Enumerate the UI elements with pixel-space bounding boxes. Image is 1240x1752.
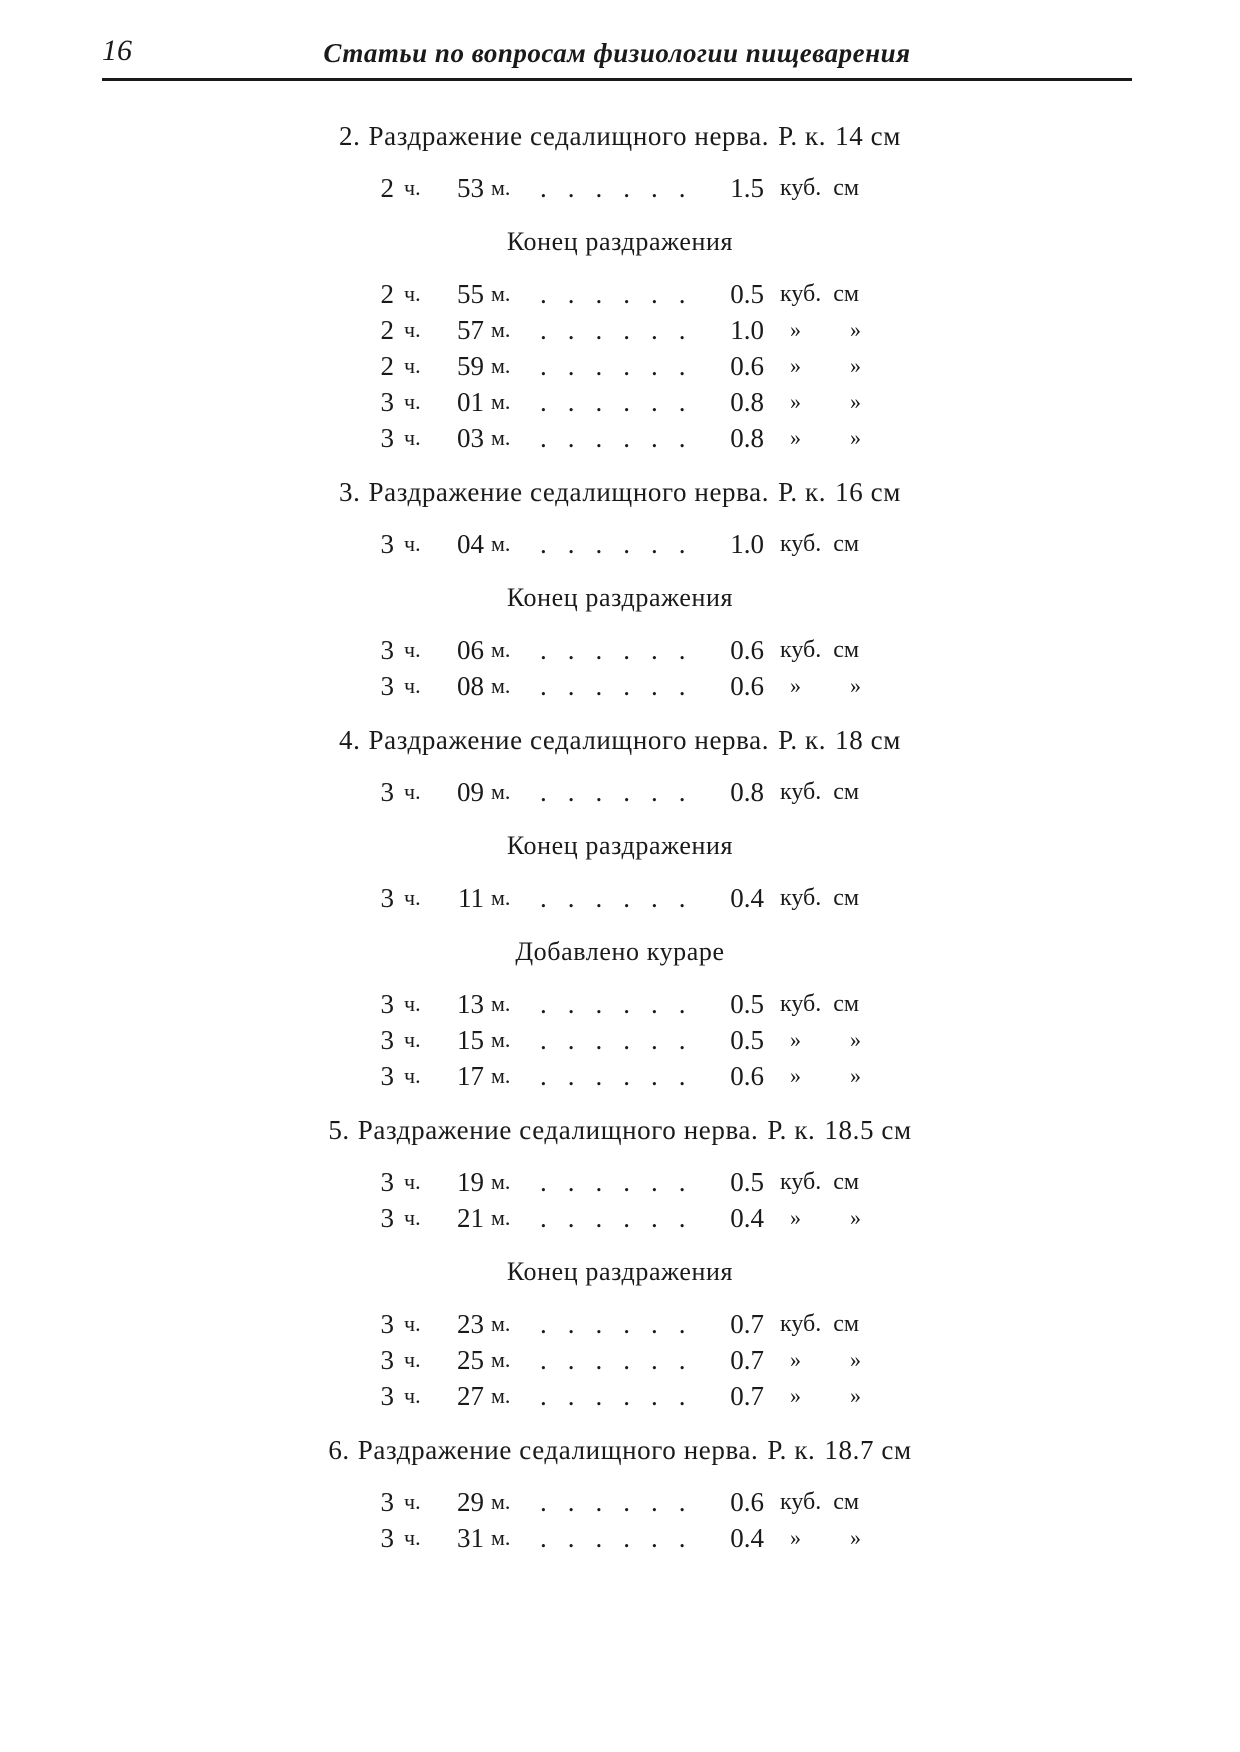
heading-text: Раздражение седалищного нерва. [368,725,770,755]
experiment-block [0,118,1240,456]
hour-unit: ч. [404,1169,421,1194]
coil-distance: 14 см [835,121,901,151]
hour-unit: ч. [404,673,421,698]
ditto-mark: » [790,1063,801,1088]
hour-value: 3 [380,1061,394,1091]
hour-value: 3 [380,883,394,913]
volume-value: 0.6 [730,1061,764,1091]
hour-unit: ч. [404,175,421,200]
ditto-mark: » [850,353,861,378]
running-title: Статьи по вопросам физиологии пищеварения [323,38,911,68]
minute-unit: м. [491,1169,511,1194]
volume-unit: куб. см [780,531,860,557]
dot-leader: ...... [540,315,707,345]
measurement-row [0,774,1240,810]
minute-value: 27 [457,1381,484,1411]
coil-distance: 18.7 см [824,1435,912,1465]
hour-value: 3 [380,387,394,417]
dot-leader: ...... [540,635,707,665]
volume-value: 0.7 [730,1309,764,1339]
minute-value: 23 [457,1309,484,1339]
hour-value: 3 [380,777,394,807]
volume-value: 0.6 [730,671,764,701]
measurement-row [0,668,1240,704]
ditto-mark: » [790,1347,801,1372]
volume-value: 0.5 [730,1025,764,1055]
measurement-row [0,348,1240,384]
measurement-row [0,526,1240,562]
volume-value: 0.5 [730,1167,764,1197]
minute-unit: м. [491,175,511,200]
volume-value: 0.6 [730,1487,764,1517]
coil-distance: 16 см [835,477,901,507]
experiment-number: 3. [339,477,361,507]
minute-value: 21 [457,1203,484,1233]
hour-unit: ч. [404,779,421,804]
minute-unit: м. [491,1489,511,1514]
minute-unit: м. [491,353,511,378]
minute-unit: м. [491,885,511,910]
hour-value: 2 [380,279,394,309]
hour-value: 3 [380,1381,394,1411]
hour-value: 2 [380,351,394,381]
measurement-row [0,986,1240,1022]
ditto-mark: » [850,673,861,698]
hour-unit: ч. [404,353,421,378]
minute-unit: м. [491,425,511,450]
heading-text: Раздражение седалищного нерва. [368,477,770,507]
page-number: 16 [102,34,132,67]
experiment-number: 5. [328,1115,350,1145]
measurement-row [0,1306,1240,1342]
volume-value: 0.8 [730,387,764,417]
hour-value: 2 [380,173,394,203]
measurement-row [0,1520,1240,1556]
measurement-row [0,1164,1240,1200]
coil-distance: 18 см [835,725,901,755]
minute-value: 25 [457,1345,484,1375]
ditto-mark: » [850,1063,861,1088]
minute-unit: м. [491,637,511,662]
hour-value: 3 [380,423,394,453]
ditto-mark: » [790,317,801,342]
volume-value: 1.5 [730,173,764,203]
dot-leader: ...... [540,777,707,807]
hour-unit: ч. [404,317,421,342]
measurement-row [0,632,1240,668]
hour-unit: ч. [404,281,421,306]
dot-leader: ...... [540,351,707,381]
dot-leader: ...... [540,1167,707,1197]
experiment-heading [0,474,1240,510]
section-heading: Конец раздражения [506,1257,734,1286]
ditto-mark: » [850,1205,861,1230]
rk-label: Р. к. [767,1435,816,1465]
ditto-mark: » [790,1383,801,1408]
hour-unit: ч. [404,1489,421,1514]
volume-unit: куб. см [780,1169,860,1195]
volume-value: 1.0 [730,529,764,559]
ditto-mark: » [790,1027,801,1052]
volume-value: 0.8 [730,777,764,807]
minute-value: 59 [457,351,484,381]
minute-value: 09 [457,777,484,807]
experiment-block [0,722,1240,1094]
volume-value: 0.7 [730,1345,764,1375]
volume-unit: куб. см [780,1489,860,1515]
measurement-row [0,1378,1240,1414]
ditto-mark: » [850,425,861,450]
measurement-row [0,1342,1240,1378]
hour-value: 3 [380,635,394,665]
volume-unit: куб. см [780,281,860,307]
dot-leader: ...... [540,1381,707,1411]
ditto-mark: » [850,389,861,414]
volume-unit: куб. см [780,175,860,201]
volume-value: 0.6 [730,351,764,381]
heading-text: Раздражение седалищного нерва. [368,121,770,151]
volume-value: 0.7 [730,1381,764,1411]
volume-value: 0.8 [730,423,764,453]
running-header [102,34,1132,81]
minute-value: 01 [457,387,484,417]
section-heading: Конец раздражения [506,831,734,860]
experiment-number: 6. [328,1435,350,1465]
measurement-row [0,880,1240,916]
ditto-mark: » [850,1347,861,1372]
measurement-row [0,1022,1240,1058]
minute-value: 03 [457,423,484,453]
ditto-mark: » [790,1525,801,1550]
volume-value: 0.6 [730,635,764,665]
dot-leader: ...... [540,423,707,453]
measurement-row [0,384,1240,420]
volume-unit: куб. см [780,991,860,1017]
hour-value: 3 [380,671,394,701]
experiment-heading [0,1112,1240,1148]
experiment-heading [0,118,1240,154]
hour-unit: ч. [404,425,421,450]
volume-value: 0.5 [730,279,764,309]
hour-unit: ч. [404,1311,421,1336]
hour-value: 3 [380,1487,394,1517]
minute-unit: м. [491,1383,511,1408]
ditto-mark: » [850,1383,861,1408]
measurement-row [0,1200,1240,1236]
volume-value: 0.5 [730,989,764,1019]
minute-value: 13 [457,989,484,1019]
dot-leader: ...... [540,883,707,913]
heading-text: Раздражение седалищного нерва. [357,1435,759,1465]
measurement-row [0,276,1240,312]
hour-unit: ч. [404,531,421,556]
minute-unit: м. [491,991,511,1016]
dot-leader: ...... [540,671,707,701]
minute-unit: м. [491,1063,511,1088]
minute-value: 08 [457,671,484,701]
hour-unit: ч. [404,1027,421,1052]
minute-value: 11 [458,883,484,913]
dot-leader: ...... [540,1345,707,1375]
measurement-row [0,170,1240,206]
minute-value: 31 [457,1523,484,1553]
minute-unit: м. [491,389,511,414]
heading-text: Раздражение седалищного нерва. [357,1115,759,1145]
hour-unit: ч. [404,1205,421,1230]
hour-value: 3 [380,1203,394,1233]
rk-label: Р. к. [767,1115,816,1145]
minute-unit: м. [491,1525,511,1550]
ditto-mark: » [790,673,801,698]
hour-unit: ч. [404,1347,421,1372]
dot-leader: ...... [540,1061,707,1091]
section-heading: Конец раздражения [506,227,734,256]
dot-leader: ...... [540,173,707,203]
ditto-mark: » [850,1027,861,1052]
minute-unit: м. [491,1205,511,1230]
volume-unit: куб. см [780,1311,860,1337]
minute-value: 19 [457,1167,484,1197]
dot-leader: ...... [540,1203,707,1233]
minute-value: 06 [457,635,484,665]
hour-unit: ч. [404,885,421,910]
dot-leader: ...... [540,1025,707,1055]
hour-unit: ч. [404,637,421,662]
hour-value: 3 [380,1345,394,1375]
hour-value: 3 [380,529,394,559]
minute-value: 04 [457,529,484,559]
experiment-number: 4. [339,725,361,755]
rk-label: Р. к. [778,725,827,755]
volume-unit: куб. см [780,637,860,663]
ditto-mark: » [790,353,801,378]
minute-value: 53 [457,173,484,203]
measurement-row [0,420,1240,456]
hour-unit: ч. [404,389,421,414]
experiment-heading [0,1432,1240,1468]
rk-label: Р. к. [778,121,827,151]
minute-unit: м. [491,281,511,306]
dot-leader: ...... [540,387,707,417]
minute-unit: м. [491,779,511,804]
hour-unit: ч. [404,1063,421,1088]
experiment-log [0,118,1240,1574]
volume-value: 1.0 [730,315,764,345]
dot-leader: ...... [540,529,707,559]
hour-value: 2 [380,315,394,345]
dot-leader: ...... [540,989,707,1019]
experiment-number: 2. [339,121,361,151]
minute-unit: м. [491,1027,511,1052]
minute-value: 57 [457,315,484,345]
rk-label: Р. к. [778,477,827,507]
ditto-mark: » [850,317,861,342]
minute-unit: м. [491,317,511,342]
section-heading: Конец раздражения [506,583,734,612]
hour-value: 3 [380,989,394,1019]
minute-value: 29 [457,1487,484,1517]
hour-value: 3 [380,1309,394,1339]
minute-unit: м. [491,1347,511,1372]
hour-value: 3 [380,1523,394,1553]
minute-value: 15 [457,1025,484,1055]
dot-leader: ...... [540,1309,707,1339]
experiment-block [0,474,1240,704]
ditto-mark: » [850,1525,861,1550]
measurement-row [0,1484,1240,1520]
measurement-row [0,312,1240,348]
hour-value: 3 [380,1167,394,1197]
ditto-mark: » [790,425,801,450]
dot-leader: ...... [540,1523,707,1553]
dot-leader: ...... [540,1487,707,1517]
minute-value: 17 [457,1061,484,1091]
volume-unit: куб. см [780,779,860,805]
minute-unit: м. [491,531,511,556]
experiment-block [0,1432,1240,1556]
dot-leader: ...... [540,279,707,309]
volume-unit: куб. см [780,885,860,911]
ditto-mark: » [790,389,801,414]
minute-value: 55 [457,279,484,309]
hour-unit: ч. [404,1383,421,1408]
experiment-block [0,1112,1240,1414]
hour-value: 3 [380,1025,394,1055]
volume-value: 0.4 [730,1203,764,1233]
measurement-row [0,1058,1240,1094]
hour-unit: ч. [404,1525,421,1550]
volume-value: 0.4 [730,1523,764,1553]
experiment-heading [0,722,1240,758]
coil-distance: 18.5 см [824,1115,912,1145]
ditto-mark: » [790,1205,801,1230]
minute-unit: м. [491,673,511,698]
volume-value: 0.4 [730,883,764,913]
hour-unit: ч. [404,991,421,1016]
section-heading: Добавлено кураре [515,937,725,966]
minute-unit: м. [491,1311,511,1336]
